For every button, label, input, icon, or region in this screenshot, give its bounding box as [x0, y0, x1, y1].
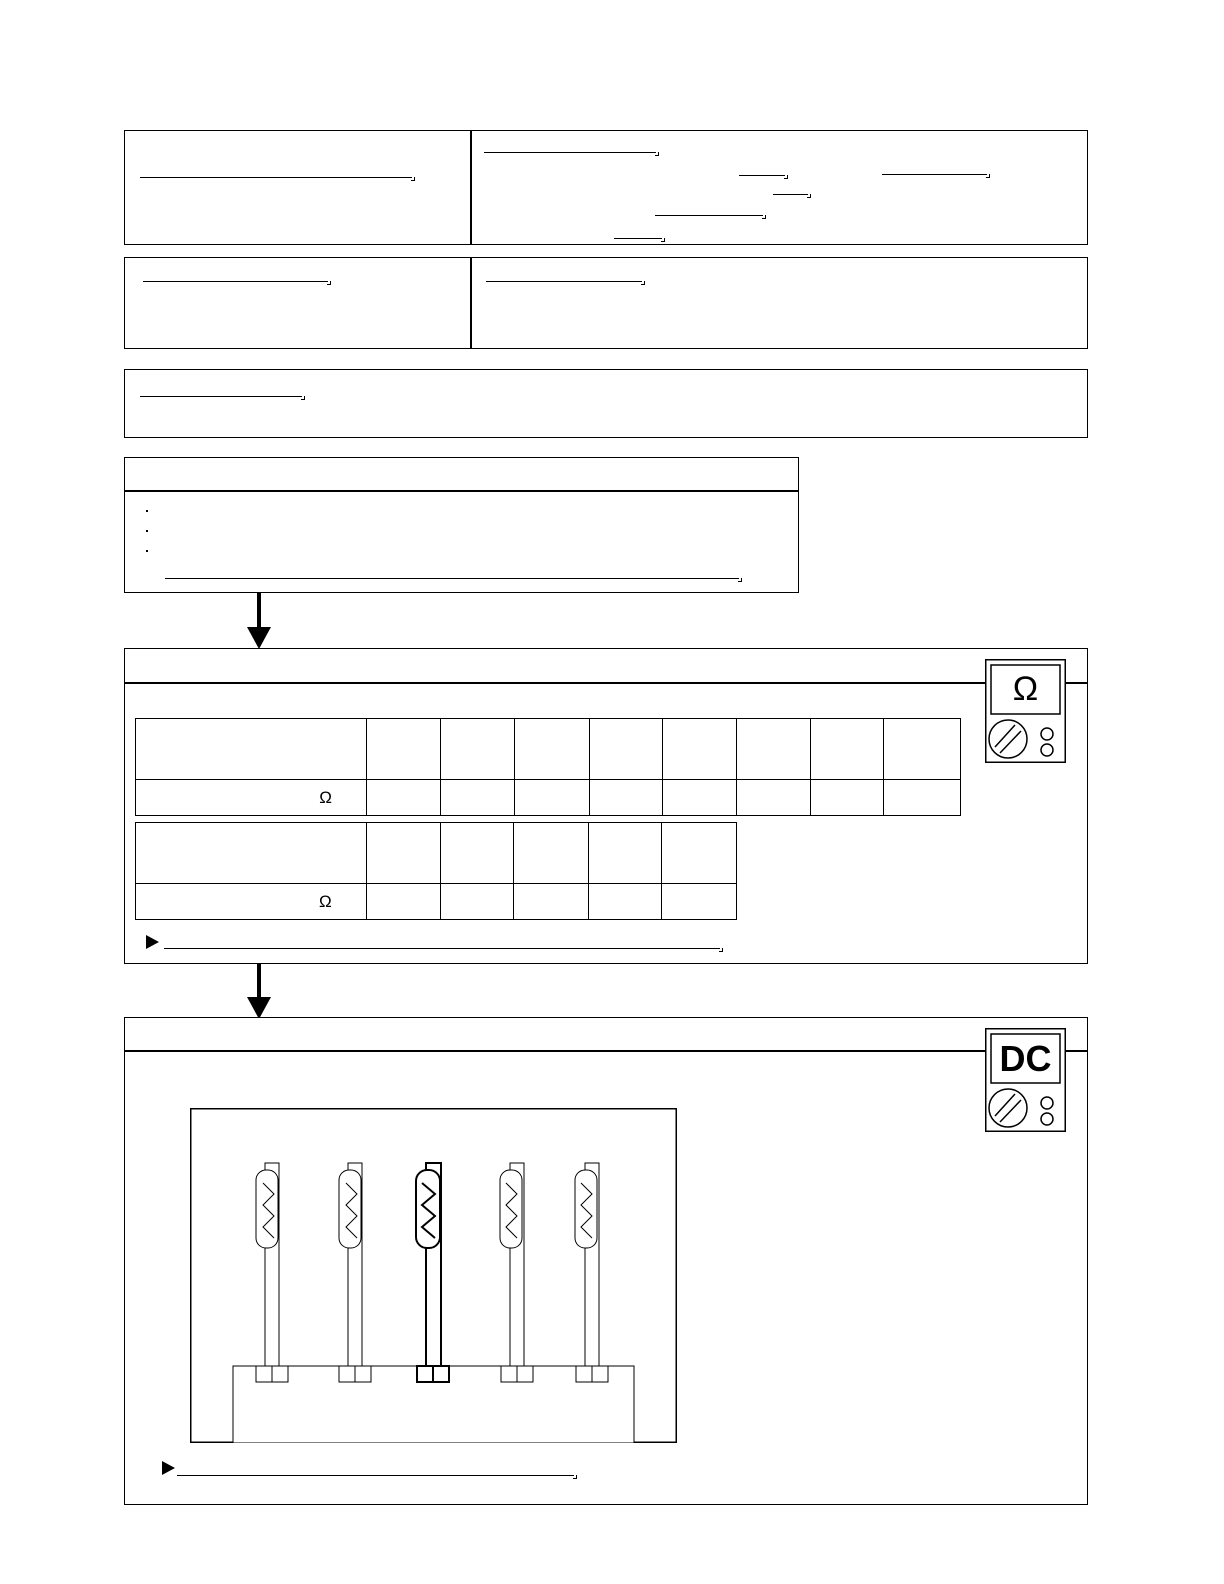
table-b-value-cell — [440, 884, 514, 920]
step2-result-underline — [177, 1475, 574, 1476]
resistance-table-b — [135, 822, 737, 920]
table-a-value-cell — [737, 780, 811, 816]
flow-arrow-2 — [244, 963, 274, 1020]
table-b-header-cell — [589, 823, 662, 884]
table-a-unit-cell: Ω — [136, 780, 367, 816]
info-middle-left-heading-line — [143, 281, 328, 282]
info-top-right-underline-4 — [655, 215, 763, 216]
info-top-right-underline-3 — [773, 194, 808, 195]
table-b-value-cell — [662, 884, 737, 920]
ohmmeter-label: Ω — [1012, 670, 1039, 708]
table-a-value-cell — [590, 780, 663, 816]
info-top-right-heading-line — [484, 152, 656, 153]
dc-voltmeter-label: DC — [999, 1038, 1052, 1079]
precheck-title-rule — [124, 490, 799, 492]
table-row — [136, 823, 737, 884]
table-a-header-label-cell — [136, 719, 367, 780]
precheck-underline — [165, 578, 739, 579]
info-box-top-divider — [470, 131, 472, 244]
table-b-header-cell — [514, 823, 589, 884]
step2-result-pointer-icon — [162, 1461, 175, 1475]
info-top-left-heading-line — [140, 177, 412, 178]
precheck-bullet-3 — [146, 550, 148, 552]
step1-result-underline — [164, 948, 720, 949]
table-a-header-cell — [367, 719, 441, 780]
table-a-value-cell — [515, 780, 590, 816]
resistance-table-a — [135, 718, 961, 816]
table-a-header-cell — [884, 719, 961, 780]
info-box-middle — [124, 257, 1088, 349]
table-b-value-cell — [589, 884, 662, 920]
precheck-box — [124, 457, 799, 593]
table-a-header-cell — [663, 719, 737, 780]
table-b-value-cell — [514, 884, 589, 920]
table-b-value-cell — [366, 884, 440, 920]
table-b-header-cell — [366, 823, 440, 884]
ohmmeter-icon — [985, 659, 1066, 763]
table-a-value-cell — [367, 780, 441, 816]
table-row — [136, 719, 961, 780]
connector-illustration — [190, 1108, 677, 1443]
table-b-header-cell — [662, 823, 737, 884]
info-top-right-underline-2 — [882, 174, 987, 175]
precheck-bullet-1 — [146, 510, 148, 512]
table-a-header-cell — [515, 719, 590, 780]
dc-voltmeter-icon — [985, 1028, 1066, 1132]
step2-title-rule — [124, 1050, 1088, 1052]
table-a-header-cell — [590, 719, 663, 780]
table-a-header-cell — [737, 719, 811, 780]
flow-arrow-1 — [244, 593, 274, 650]
info-top-right-underline-5 — [614, 238, 662, 239]
table-a-value-cell — [884, 780, 961, 816]
table-b-header-label-cell — [136, 823, 367, 884]
precheck-bullet-2 — [146, 530, 148, 532]
table-b-header-cell — [440, 823, 514, 884]
table-a-value-cell — [663, 780, 737, 816]
table-a-header-cell — [441, 719, 515, 780]
info-box-top — [124, 130, 1088, 245]
step1-result-pointer-icon — [146, 935, 159, 949]
table-a-value-cell — [811, 780, 884, 816]
info-box-bottom — [124, 369, 1088, 438]
info-box-middle-divider — [470, 258, 472, 348]
table-row — [136, 780, 961, 816]
info-top-right-underline-1 — [739, 175, 785, 176]
info-middle-right-heading-line — [486, 281, 642, 282]
info-bottom-heading-line — [140, 396, 302, 397]
table-row — [136, 884, 737, 920]
table-b-unit-cell: Ω — [136, 884, 367, 920]
table-a-value-cell — [441, 780, 515, 816]
step1-title-rule — [124, 682, 1088, 684]
table-a-header-cell — [811, 719, 884, 780]
